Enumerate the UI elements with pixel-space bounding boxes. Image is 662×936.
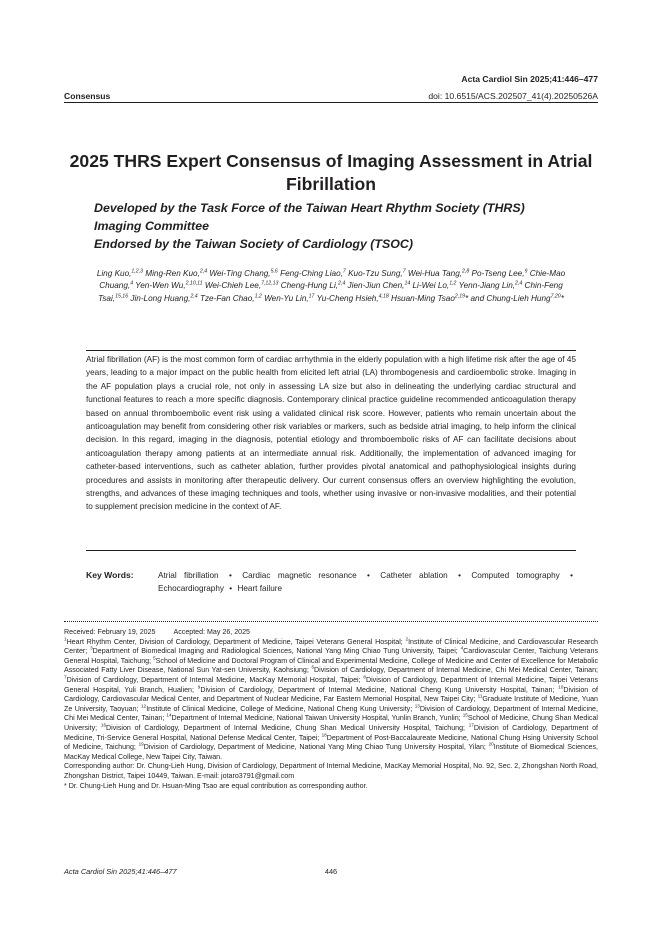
abstract-top-rule bbox=[86, 350, 576, 351]
keyword: Atrial fibrillation bbox=[158, 571, 219, 580]
affiliation-text: Graduate Institute of Medicine, Yuan Ze University, Taoyuan; bbox=[64, 695, 598, 713]
affiliation-text: Cardiovascular Center, Taichung Veterans General Hospital, Taichung; bbox=[64, 647, 598, 665]
affiliation-text: School of Medicine, Chung Shan Medical University; bbox=[64, 714, 598, 732]
author-affiliation-marker: 7 bbox=[402, 268, 406, 275]
affiliation-text: Department of Post-Baccalaureate Medicine, National Chung Hsing University School of Medicine, Taichung; bbox=[64, 733, 598, 752]
affiliation-text: Institute of Clinical Medicine, College of Medicine, National Cheng Kung University; bbox=[146, 704, 413, 713]
affiliation-number: 10 bbox=[558, 684, 564, 690]
affiliation-number: 13 bbox=[414, 703, 420, 709]
affiliation-text: Division of Cardiology, Department of Medicine, Tri-Service General Hospital, National Defense Medical Center, Taipei; bbox=[64, 723, 598, 742]
affiliation-text: School of Medicine and Doctoral Program of Clinical and Experimental Medicine, College of Medicine and Center of Excellence for Metabolic Associated Fatty Liver Disease, National Sun Yat-sen University, Kaohsiung; bbox=[64, 656, 598, 675]
affiliation-number: 7 bbox=[64, 674, 67, 680]
author-name: Wei-Ting Chang, bbox=[209, 269, 271, 278]
page-number: 446 bbox=[324, 867, 338, 876]
author-affiliation-marker: 1,2 bbox=[254, 293, 262, 300]
author-name: Li-Wei Lo, bbox=[412, 281, 450, 291]
author-name: Hsuan-Ming Tsao bbox=[391, 293, 455, 303]
header-rule bbox=[64, 102, 598, 103]
keyword-separator-icon: • bbox=[570, 571, 573, 580]
footnotes bbox=[64, 628, 598, 791]
author-affiliation-marker: 1,2 bbox=[449, 280, 457, 287]
affiliation-text: Division of Cardiology, Department of Internal Medicine, Chung Shan Medical University Hospital, Taichung; bbox=[106, 723, 466, 732]
author-affiliation-marker: 5,6 bbox=[270, 268, 278, 275]
affiliation-number: 17 bbox=[468, 722, 474, 728]
affiliation-number: 19 bbox=[138, 741, 144, 747]
author-name: Yenn-Jiang Lin, bbox=[458, 281, 516, 291]
author-list bbox=[90, 268, 572, 305]
author-name: Chin-Feng Tsai, bbox=[98, 281, 563, 303]
keyword-separator-icon: • bbox=[367, 571, 370, 580]
affiliation-text: Institute of Clinical Medicine, and Cardiovascular Research Center; bbox=[64, 637, 598, 656]
keywords-list bbox=[158, 569, 576, 596]
keyword: Echocardiography bbox=[158, 584, 224, 594]
affiliation-text: Division of Cardiology, Cardiovascular Medical Center, and Department of Nuclear Medicine, Far Eastern Memorial Hospital, New Taipei City; bbox=[64, 685, 598, 704]
affiliation-text: Division of Cardiology, Department of Internal Medicine, Chi Mei Medical Center, Tainan; bbox=[314, 666, 599, 675]
footnote-divider bbox=[64, 621, 598, 622]
footer-citation: Acta Cardiol Sin 2025;41:446–477 bbox=[64, 867, 177, 876]
keyword-separator-icon: • bbox=[229, 584, 233, 594]
author-name: Wen-Yu Lin, bbox=[264, 293, 309, 303]
author-affiliation-marker: 9 bbox=[524, 268, 528, 275]
author-name: Yen-Wen Wu, bbox=[135, 281, 186, 291]
keyword: Catheter ablation bbox=[380, 571, 448, 580]
abstract-text: Atrial fibrillation (AF) is the most common form of cardiac arrhythmia in the elderly population with a high lifetime risk after the age of 45 years, leading to a major impact on the public health from elicited left atrial (LA) thrombogenesis and cardioembolic stroke. Imaging in the AF population plays a crucial role, not only in assessing LA size but also in delineating the underlying cardiac structural and functional features to reach a more specific diagnosis. Contemporary clinical practice guideline recommended anticoagulation therapy based on annual thromboembolic event risk using a validated clinical risk score. However, patients who remain uncertain about the anticoagulation may benefit from considering other risk variables or markers, such as bedside atrial imaging, to help inform the clinical decision. In this regard, imaging in the diagnosis, potential etiology and thromboembolic risks of AF can facilitate decisions about anticoagulation therapy among patients at an intermediate annual risk. Additionally, the implementation of advanced imaging for catheter-based interventions, such as catheter ablation, further provides pivotal anatomical and pathophysiological insights during procedures and assists in monitoring after therapeutic delivery. Our current consensus offers an overview highlighting the evolution, strengths, and advances of these imaging techniques and tools, whether using invasive or non-invasive modalities, and their potential to supplement precision medicine in the context of AF. bbox=[86, 355, 576, 512]
affiliation-text: Heart Rhythm Center, Division of Cardiology, Department of Medicine, Taipei Veterans General Hospital; bbox=[66, 637, 403, 646]
affiliation-number: 11 bbox=[477, 693, 483, 699]
affiliation-number: 18 bbox=[321, 732, 327, 738]
article-title: 2025 THRS Expert Consensus of Imaging Assessment in Atrial Fibrillation bbox=[69, 151, 593, 194]
author-name: Kuo-Tzu Sung, bbox=[348, 269, 403, 278]
author-affiliation-marker: 1,2,3 bbox=[131, 268, 143, 275]
author-name: Chie-Mao Chuang, bbox=[99, 269, 566, 291]
keyword-separator-icon: • bbox=[458, 571, 461, 580]
accepted-date: Accepted: May 26, 2025 bbox=[173, 628, 251, 636]
received-date: Received: February 19, 2025 bbox=[64, 628, 156, 636]
author-affiliation-marker: 4,18 bbox=[378, 293, 389, 300]
keyword: Computed tomography bbox=[471, 571, 560, 580]
affiliation-number: 2 bbox=[405, 636, 409, 642]
corresponding-author: Corresponding author: Dr. Chung-Lieh Hung, Division of Cardiology, Department of Internal Medicine, MacKay Memorial Hospital, No. 92, Sec. 2, Zhongshan North Road, Zhongshan District, Taipei 10449, Taiwan. E-mail: jotaro3791@gmail.com bbox=[64, 762, 598, 780]
affiliation-text: Department of Internal Medicine, National Taiwan University Hospital, Yunlin Branch, Yunlin; bbox=[171, 714, 461, 723]
affiliation-number: 16 bbox=[100, 722, 107, 728]
author-affiliation-marker: 2,10,11 bbox=[185, 280, 203, 287]
author-affiliation-marker: 2,4 bbox=[190, 293, 198, 300]
author-name: Feng-Ching Liao, bbox=[280, 269, 343, 278]
affiliation-text: Institute of Biomedical Sciences, MacKay Medical College, New Taipei City, Taiwan. bbox=[64, 743, 599, 761]
author-name: Jin-Long Huang, bbox=[130, 293, 191, 303]
author-name: Ming-Ren Kuo, bbox=[145, 269, 200, 278]
keyword-separator-icon: • bbox=[228, 571, 232, 580]
article-subtitle bbox=[94, 199, 614, 253]
author-affiliation-marker: 7 bbox=[342, 268, 346, 275]
author-affiliation-marker: 2,4 bbox=[338, 280, 346, 287]
author-affiliation-marker: 2,4 bbox=[199, 268, 208, 275]
dates-line bbox=[64, 628, 598, 638]
keyword: Heart failure bbox=[237, 584, 283, 594]
affiliation-number: 12 bbox=[141, 703, 147, 709]
author-affiliation-marker: 15,16 bbox=[115, 293, 129, 300]
author-affiliation-marker: 7,12,13 bbox=[261, 280, 279, 287]
equal-contribution-note: * Dr. Chung-Lieh Hung and Dr. Hsuan-Ming Tsao are equal contribution as corresponding author. bbox=[64, 781, 368, 790]
affiliation-number: 8 bbox=[363, 674, 366, 680]
author-affiliation-marker: 4 bbox=[130, 280, 134, 287]
author-name: Wei-Hua Tang, bbox=[407, 269, 463, 278]
author-name: Yu-Cheng Hsieh, bbox=[316, 293, 379, 303]
keyword: Cardiac magnetic resonance bbox=[242, 571, 357, 580]
author-name: Jien-Jiun Chen, bbox=[347, 281, 405, 291]
author-affiliation-marker: 7,20 bbox=[550, 293, 561, 300]
affiliation-text: Division of Cardiology, Department of Internal Medicine, National Cheng Kung University Hospital, Tainan; bbox=[200, 685, 555, 694]
affiliation-text: Division of Cardiology, Department of Internal Medicine, Taipei Veterans General Hospital, Yuli Branch, Hualien; bbox=[64, 675, 598, 694]
affiliations bbox=[64, 638, 598, 763]
affiliation-text: Division of Cardiology, Department of Internal Medicine, MacKay Memorial Hospital, Taipei; bbox=[66, 675, 361, 684]
author-name: Ling Kuo, bbox=[96, 269, 132, 278]
doi-link[interactable]: doi: 10.6515/ACS.202507_41(4).20250526A bbox=[428, 91, 598, 101]
keywords-label: Key Words: bbox=[86, 570, 134, 580]
affiliation-number: 9 bbox=[197, 684, 201, 690]
affiliation-text: Department of Biomedical Imaging and Radiological Sciences, National Yang Ming Chiao Tung University, Taipei; bbox=[92, 647, 458, 656]
author-name: Po-Tseng Lee, bbox=[471, 269, 525, 278]
affiliation-number: 3 bbox=[90, 645, 93, 651]
author-affiliation-marker: 2,19 bbox=[454, 293, 466, 300]
author-name: Tze-Fan Chao, bbox=[199, 293, 255, 303]
subtitle-line: Developed by the Task Force of the Taiwan Heart Rhythm Society (THRS) bbox=[94, 201, 525, 215]
abstract-bottom-rule bbox=[86, 550, 576, 551]
author-affiliation-marker: 14 bbox=[404, 280, 411, 287]
affiliation-number: 15 bbox=[462, 712, 468, 718]
affiliation-number: 20 bbox=[488, 741, 494, 747]
subtitle-line: Imaging Committee bbox=[94, 219, 209, 233]
affiliation-number: 5 bbox=[153, 655, 156, 661]
journal-citation: Acta Cardiol Sin 2025;41:446–477 bbox=[461, 74, 598, 84]
author-affiliation-marker: 17 bbox=[308, 293, 315, 300]
section-label: Consensus bbox=[64, 91, 111, 101]
author-name: * bbox=[560, 293, 564, 303]
author-affiliation-marker: 2,8 bbox=[462, 268, 470, 275]
affiliation-number: 14 bbox=[166, 712, 172, 718]
subtitle-line: Endorsed by the Taiwan Society of Cardiology (TSOC) bbox=[94, 237, 413, 251]
affiliation-number: 1 bbox=[64, 636, 67, 642]
author-name: * and Chung-Lieh Hung bbox=[465, 293, 551, 303]
author-name: Wei-Chieh Lee, bbox=[204, 281, 262, 291]
affiliation-number: 4 bbox=[460, 645, 464, 651]
affiliation-text: Division of Cardiology, Department of Medicine, National Yang Ming Chiao Tung University Hospital, Yilan; bbox=[143, 743, 486, 752]
author-name: Cheng-Hung Li, bbox=[280, 281, 339, 291]
author-affiliation-marker: 2,4 bbox=[515, 280, 523, 287]
affiliation-number: 6 bbox=[311, 665, 315, 671]
affiliation-text: Division of Cardiology, Department of Internal Medicine, Chi Mei Medical Center, Tainan; bbox=[64, 704, 598, 723]
